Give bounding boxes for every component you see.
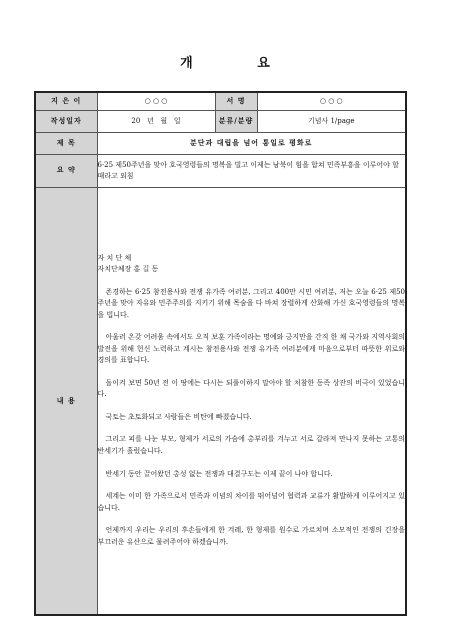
- content-org: 자 치 단 체: [97, 254, 132, 263]
- author-value: ○ ○ ○: [97, 92, 215, 110]
- summary-value: 6·25 제50주년을 맞아 호국영령들의 명복을 빌고 이제는 남북이 힘을 합쳐 민족부흥을 이루어야 할 때라고 외침: [97, 154, 406, 187]
- date-row: [35, 110, 406, 132]
- summary-label: 요 약: [35, 154, 97, 187]
- subject-row: [35, 132, 406, 154]
- author-label: 지 은 이: [35, 92, 97, 110]
- category-value: 기념사 1/page: [257, 110, 406, 132]
- signature-value: ○ ○ ○: [257, 92, 406, 110]
- content-row: [35, 187, 406, 615]
- subject-label: 제 목: [35, 132, 97, 154]
- subject-value: 분단과 대립을 넘어 통일로 평화로: [97, 132, 406, 154]
- paragraph: 존경하는 6·25 참전용사와 전쟁 유가족 여러분, 그리고 400만 시민 여러분, 저는 오늘 6·25 제50주년을 맞아 자유와 민주주의를 지키기 위해 목숨을 다 바쳐 장렬하게 산화해 가신 호국영령들의 명복을 빕니다.: [97, 287, 405, 319]
- paragraph: 세계는 이미 한 가족으로서 민족과 이념의 차이를 뛰어넘어 협력과 교류가 활발하게 이루어지고 있습니다.: [97, 492, 405, 512]
- paragraph: 국토는 초토화되고 사람들은 비탄에 빠졌습니다.: [105, 412, 252, 421]
- summary-form: [34, 91, 407, 616]
- signature-label: 서 명: [215, 92, 257, 110]
- paragraph: 반세기 동안 끌어왔던 총성 없는 전쟁과 대결구도는 이제 끝이 나야 합니다.: [105, 469, 333, 478]
- summary-row: [35, 154, 406, 187]
- content-head: 자치단체장 홍 길 동: [97, 265, 159, 274]
- paragraph: 돌이켜 보면 50년 전 이 땅에는 다시는 되풀이하지 말아야 할 처참한 동족 상잔의 비극이 있었습니다.: [97, 378, 405, 399]
- date-value: 20 년 월 일: [97, 110, 215, 132]
- paragraph: 아울러 온갖 어려움 속에서도 오직 보훈 가족이라는 명예와 긍지만을 간직 한 채 국가와 지역사회의 발전을 위해 헌신 노력하고 계시는 참전용사와 전쟁 유가족 여러분에게 마음으로부터 따뜻한 위로와 경의를 표합니다.: [97, 333, 405, 365]
- category-label: 분류/분량: [215, 110, 257, 132]
- author-row: [35, 92, 406, 110]
- page-title: 개 요: [180, 56, 300, 71]
- paragraph: 언제까지 우리는 우리의 후손들에게 한 겨레, 한 형제를 원수로 가르치며 소모적인 전쟁의 긴장을 부끄러운 유산으로 물려주어야 하겠습니까.: [97, 526, 405, 546]
- date-label: 작성일자: [35, 110, 97, 132]
- content-body: [97, 187, 406, 615]
- content-label: 내 용: [35, 187, 97, 615]
- paragraph: 그리고 피를 나눈 부모, 형제가 서로의 가슴에 총부리를 겨누고 서로 갈라져 만나지 못하는 고통의 반세기가 흘렀습니다.: [97, 435, 405, 456]
